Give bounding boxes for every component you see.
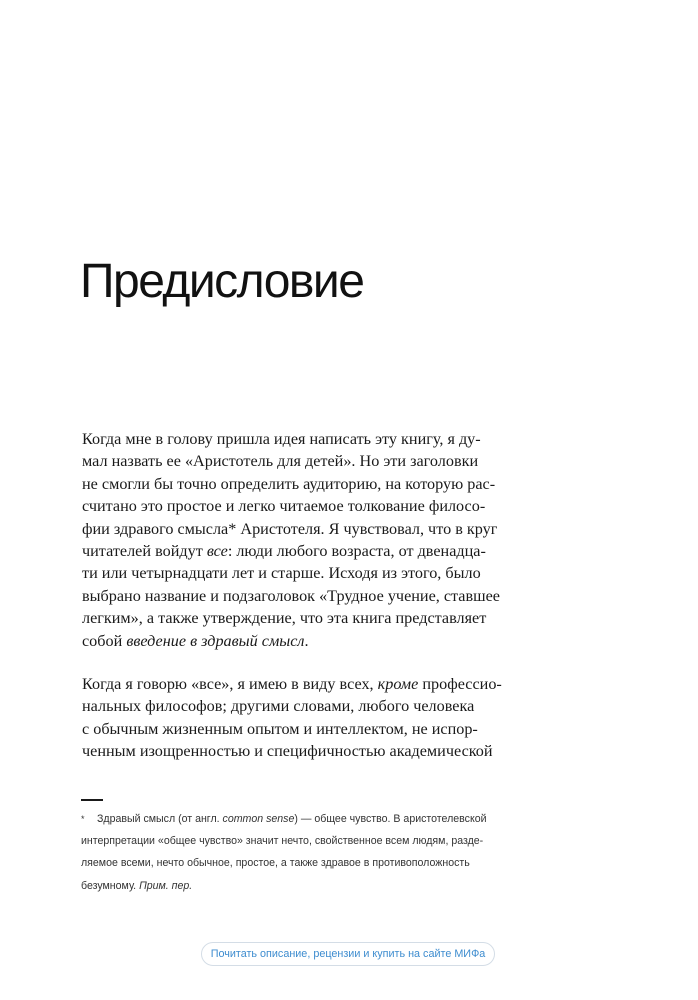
- text-fragment: безумному.: [81, 879, 140, 892]
- emphasis: все: [206, 542, 228, 561]
- text-line: [82, 540, 552, 562]
- footnote-divider: [81, 799, 103, 801]
- footnote-line: [81, 808, 541, 830]
- text-fragment: : люди любого возраста, от двенадца-: [227, 542, 486, 561]
- text-line: [82, 673, 552, 695]
- text-line: фии здравого смысла* Аристотеля. Я чувствовал, что в круг: [82, 519, 498, 538]
- text-fragment: собой: [82, 631, 127, 650]
- text-fragment: профессио-: [418, 675, 502, 693]
- page-title: Предисловие: [80, 255, 364, 308]
- footnote-line: [81, 875, 541, 897]
- text-fragment: .: [304, 631, 309, 650]
- text-line: Когда мне в голову пришла идея написать эту книгу, я ду-: [82, 430, 481, 448]
- emphasis: кроме: [377, 675, 419, 693]
- text-line: ченным изощренностью и специфичностью академической: [82, 742, 493, 761]
- text-line: выбрано название и подзаголовок «Трудное учение, ставшее: [82, 586, 500, 605]
- footnote: [81, 808, 541, 897]
- emphasis: Прим. пер.: [139, 879, 193, 892]
- text-fragment: читателей войдут: [82, 542, 207, 561]
- text-line: не смогли бы точно определить аудиторию, на которую рас-: [82, 474, 496, 493]
- paragraph-2: [82, 673, 552, 763]
- emphasis: введение в здравый смысл: [126, 631, 305, 650]
- emphasis: common sense: [222, 813, 295, 825]
- footnote-line: ляемое всеми, нечто обычное, простое, а также здравое в противоположность: [81, 857, 470, 870]
- text-fragment: ) — общее чувство. В аристотелевской: [294, 813, 487, 825]
- text-line: ти или четырнадцати лет и старше. Исходя из этого, было: [82, 564, 481, 583]
- footnote-line: интерпретации «общее чувство» значит нечто, свойственное всем людям, разде-: [81, 835, 484, 848]
- footnote-marker: *: [81, 814, 85, 824]
- text-fragment: Когда я говорю «все», я имею в виду всех,: [82, 675, 378, 693]
- text-line: легким», а также утверждение, что эта книга представляет: [82, 609, 487, 628]
- paragraph-1: [82, 428, 552, 652]
- text-line: мал назвать ее «Аристотель для детей». Но эти заголовки: [82, 452, 479, 471]
- text-line: [82, 630, 552, 652]
- text-line: с обычным жизненным опытом и интеллектом, не испор-: [82, 719, 478, 738]
- text-line: нальных философов; другими словами, любого человека: [82, 697, 475, 716]
- text-line: считано это простое и легко читаемое толкование филосо-: [82, 497, 486, 516]
- text-fragment: Здравый смысл (от англ.: [97, 813, 223, 825]
- buy-on-mif-link[interactable]: Почитать описание, рецензии и купить на сайте МИФа: [201, 942, 495, 966]
